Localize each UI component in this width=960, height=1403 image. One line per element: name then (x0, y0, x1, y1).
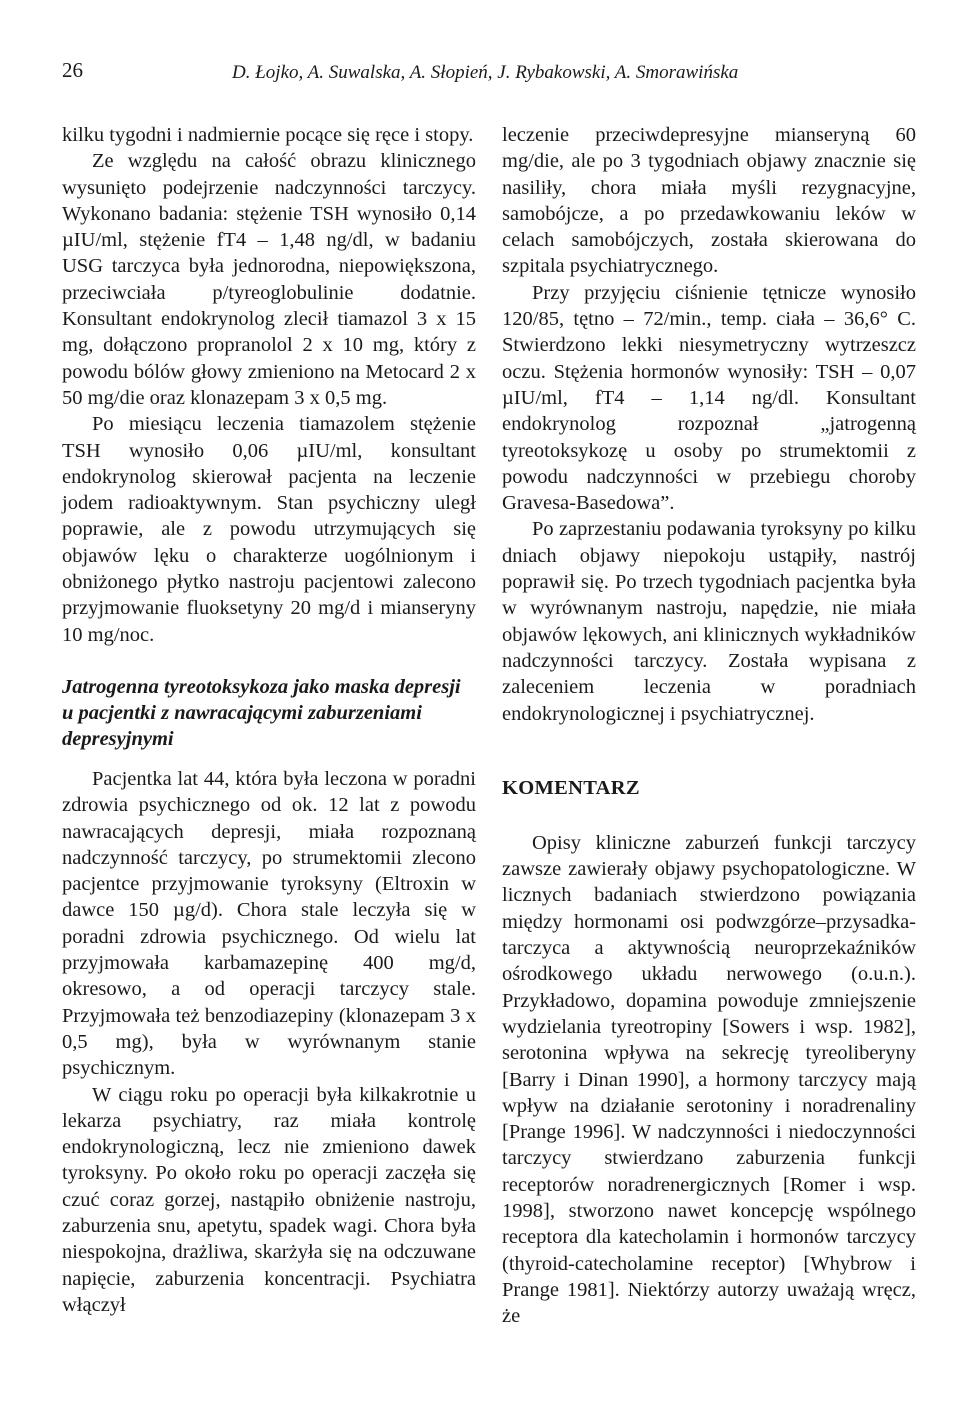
section-heading: KOMENTARZ (502, 776, 640, 799)
paragraph: Ze względu na całość obrazu klinicznego wysunięto podejrzenie nadczynności tarczycy. Wykonano badania: stężenie TSH wynosiło 0,14 µIU/ml, stężenie fT4 – 1,48 ng/dl, w badaniu USG tarczyca była jednorodna, niepowiększona, przeciwciała p/tyreoglobulinie dodatnie. Konsultant endokrynolog zlecił tiamazol 3 x 15 mg, dołączono propranolol 2 x 10 mg, który z powodu bólów głowy zmieniono na Metocard 2 x 50 mg/die oraz klonazepam 3 x 0,5 mg. (62, 150, 476, 409)
case-heading: Jatrogenna tyreotoksykoza jako maska depresji u pacjentki z nawracającymi zaburzeniami depresyjnymi (62, 675, 461, 750)
paragraph: kilku tygodni i nadmiernie pocące się ręce i stopy. (62, 124, 474, 146)
running-head: D. Łojko, A. Suwalska, A. Słopień, J. Rybakowski, A. Smorawińska (232, 62, 739, 83)
paragraph: Pacjentka lat 44, która była leczona w poradni zdrowia psychicznego od ok. 12 lat z powodu nawracających depresji, miała rozpoznaną nadczynność tarczycy, po strumektomii zlecono pacjentce przyjmowanie tyroksyny (Eltroxin w dawce 150 µg/d). Chora stale leczyła się w poradni zdrowia psychicznego. Od wielu lat przyjmowała karbamazepinę 400 mg/d, okresowo, a od operacji tarczycy stale. Przyjmowała też benzodiazepiny (klonazepam 3 x 0,5 mg), była w wyrównanym stanie psychicznym. (62, 767, 476, 1080)
paragraph: leczenie przeciwdepresyjne mianseryną 60 mg/die, ale po 3 tygodniach objawy znacznie się nasiliły, chora miała myśli rezygnacyjne, samobójcze, a po przedawkowaniu leków w celach samobójczych, została skierowana do szpitala psychiatrycznego. (502, 124, 916, 278)
paragraph: Po zaprzestaniu podawania tyroksyny po kilku dniach objawy niepokoju ustąpiły, nastrój poprawił się. Po trzech tygodniach pacjentka była w wyrównanym nastroju, napędzie, nie miała objawów lękowych, ani klinicznych wykładników nadczynności tarczycy. Została wypisana z zaleceniem leczenia w poradniach endokrynologicznej i psychiatrycznej. (502, 518, 916, 725)
left-column (62, 122, 476, 1318)
right-column (502, 122, 916, 1329)
paragraph: W ciągu roku po operacji była kilkakrotnie u lekarza psychiatry, raz miała kontrolę endokrynologiczną, lecz nie zmieniono dawek tyroksyny. Po około roku po operacji zaczęła się czuć coraz gorzej, nastąpiło obniżenie nastroju, zaburzenia snu, apetytu, spadek wagi. Chora była niespokojna, drażliwa, skarżyła się na odczuwane napięcie, zaburzenia koncentracji. Psychiatra włączył (62, 1083, 476, 1316)
paragraph: Przy przyjęciu ciśnienie tętnicze wynosiło 120/85, tętno – 72/min., temp. ciała – 36,6° C. Stwierdzono lekki niesymetryczny wytrzeszcz oczu. Stężenia hormonów wynosiły: TSH – 0,07 µIU/ml, fT4 – 1,14 ng/dl. Konsultant endokrynolog rozpoznał „jatrogenną tyreotoksykozę u osoby po strumektomii z powodu nadczynności w przebiegu choroby Gravesa-Basedowa”. (502, 281, 916, 515)
paragraph: Opisy kliniczne zaburzeń funkcji tarczycy zawsze zawierały objawy psychopatologiczne. W licznych badaniach stwierdzono powiązania między hormonami osi podwzgórze–przysadka-tarczyca a aktywnością neuroprzekaźników ośrodkowego układu nerwowego (o.u.n.). Przykładowo, dopamina powoduje zmniejszenie wydzielania tyreotropiny [Sowers i wsp. 1982], serotonina wpływa na sekrecję tyreoliberyny [Barry i Dinan 1990], a hormony tarczycy mają wpływ na działanie serotoniny i noradrenaliny [Prange 1996]. W nadczynności i niedoczynności tarczycy stwierdzano zaburzenia funkcji receptorów noradrenergicznych [Romer i wsp. 1998], stworzono nawet koncepcję wspólnego receptora dla katecholamin i hormonów tarczycy (thyroid-catecholamine receptor) [Whybrow i Prange 1981]. Niektórzy autorzy uważają wręcz, że (502, 831, 916, 1328)
paragraph: Po miesiącu leczenia tiamazolem stężenie TSH wynosiło 0,06 µIU/ml, konsultant endokrynolog skierował pacjenta na leczenie jodem radioaktywnym. Stan psychiczny uległ poprawie, ale z powodu utrzymujących się objawów lęku o charakterze uogólnionym i obniżonego płytko nastroju pacjentowi zalecono przyjmowanie fluoksetyny 20 mg/d i mianseryny 10 mg/noc. (62, 413, 476, 646)
page-number: 26 (62, 58, 83, 82)
